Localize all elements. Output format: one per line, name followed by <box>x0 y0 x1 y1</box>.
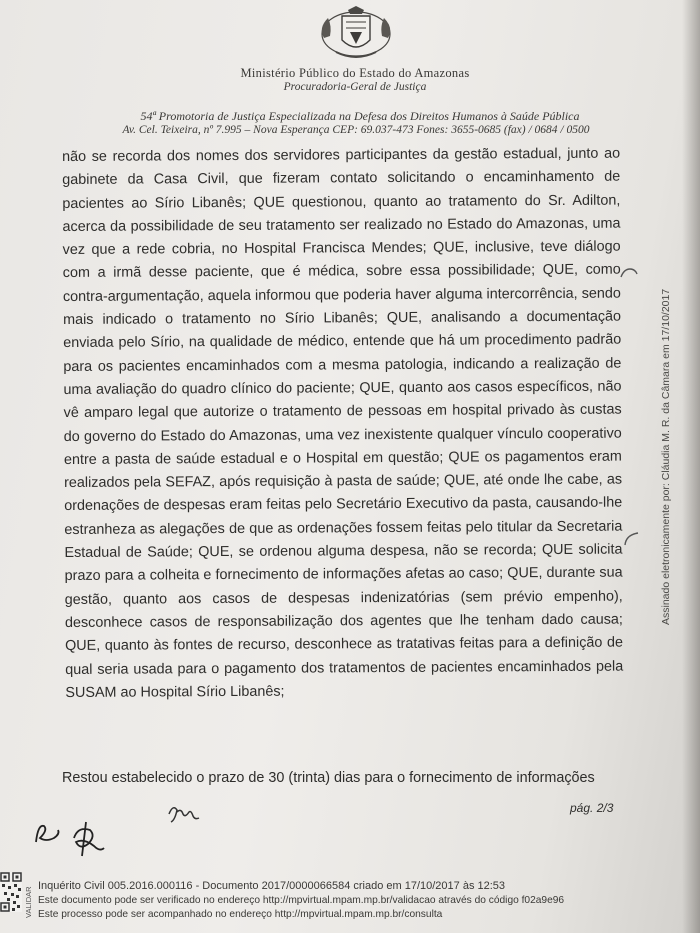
office-address: Av. Cel. Teixeira, nº 7.995 – Nova Esperança CEP: 69.037-473 Fones: 3655-0685 (fax) / 0684 / 0500 <box>122 124 590 136</box>
coat-of-arms-icon <box>314 4 398 68</box>
handwritten-signature-icon <box>30 812 110 862</box>
procuradoria-name: Procuradoria-Geral de Justiça <box>283 81 427 93</box>
promotoria-name: 54ª Promotoria de Justiça Especializada na Defesa dos Direitos Humanos à Saúde Pública <box>140 109 580 123</box>
page-edge-shadow <box>682 0 700 933</box>
closing-sentence: Restou estabelecido o prazo de 30 (trinta) dias para o fornecimento de informações <box>62 770 595 786</box>
validar-label: VALIDAR <box>24 886 33 918</box>
footer-validation-link[interactable]: Este documento pode ser verificado no endereço http://mpvirtual.mpam.mp.br/validacao através do código f02a9e96 <box>38 895 565 906</box>
testimony-paragraph: não se recorda dos nomes dos servidores participantes da gestão estadual, junto ao gabinete da Casa Civil, que fizeram contato solicitando o encaminhamento de pacientes ao Sírio Libanês; QUE questionou, quanto ao tratamento do Sr. Adilton, acerca da possibilidade de seu tratamento ser realizado no Estado do Amazonas, uma vez que a rede cobria, no Hospital Francisca Mendes; QUE, inclusive, teve diálogo com a irmã desse paciente, que é médica, sobre essa possibilidade; QUE, como contra-argumentação, aquela informou que poderia haver alguma intercorrência, sendo mais indicado o tratamento no Sírio Libanês; QUE, analisando a documentação enviada pelo Sírio, na qualidade de médico, entende que há um procedimento padrão para os pacientes encaminhados com a mesma patologia, indicando a realização de uma avaliação do quadro clínico do paciente; QUE, quanto aos casos específicos, não vê amparo legal que autorize o tratamento de pessoas em hospital privado às custas do governo do Estado do Amazonas, uma vez inexistente qualquer vínculo cooperativo entre a pasta de saúde estadual e o Hospital em questão; QUE os pagamentos eram realizados pela SEFAZ, após requisição à pasta de saúde; QUE, até onde lhe cabe, as ordenações de despesas eram feitas pelo Secretário Executivo da pasta, causando-lhe estranheza as alegações de que as ordenações fossem feitas pelo titular da Secretaria Estadual de Saúde; QUE, se ordenou alguma despesa, não se recorda; QUE solicita prazo para a colheita e fornecimento de informações afetas ao caso; QUE, durante sua gestão, quanto aos casos de despesas indenizatórias (sem prévio empenho), desconhece casos de responsabilização dos agentes que lhe tenham dado causa; QUE, quanto às fontes de recurso, desconhece as tratativas feitas para a definição de qual seria usada para o pagamento dos tratamentos de pacientes encaminhados pela SUSAM ao Hospital Sírio Libanês; <box>62 145 624 701</box>
footer-document-id: Inquérito Civil 005.2016.000116 - Documento 2017/0000066584 criado em 17/10/2017 às 12:53 <box>38 880 506 892</box>
qr-code-icon[interactable] <box>0 872 22 912</box>
page-number: pág. 2/3 <box>570 801 614 815</box>
electronic-signature-note: Assinado eletronicamente por: Cláudia M. R. da Câmara em 17/10/2017 <box>660 288 672 625</box>
footer-consulta-link[interactable]: Este processo pode ser acompanhado no endereço http://mpvirtual.mpam.mp.br/consulta <box>38 909 443 920</box>
margin-bracket-mark-icon <box>618 266 640 280</box>
margin-bracket-mark-icon <box>620 530 642 548</box>
handwritten-initials-icon <box>165 800 205 830</box>
ministry-name: Ministério Público do Estado do Amazonas <box>240 66 470 80</box>
